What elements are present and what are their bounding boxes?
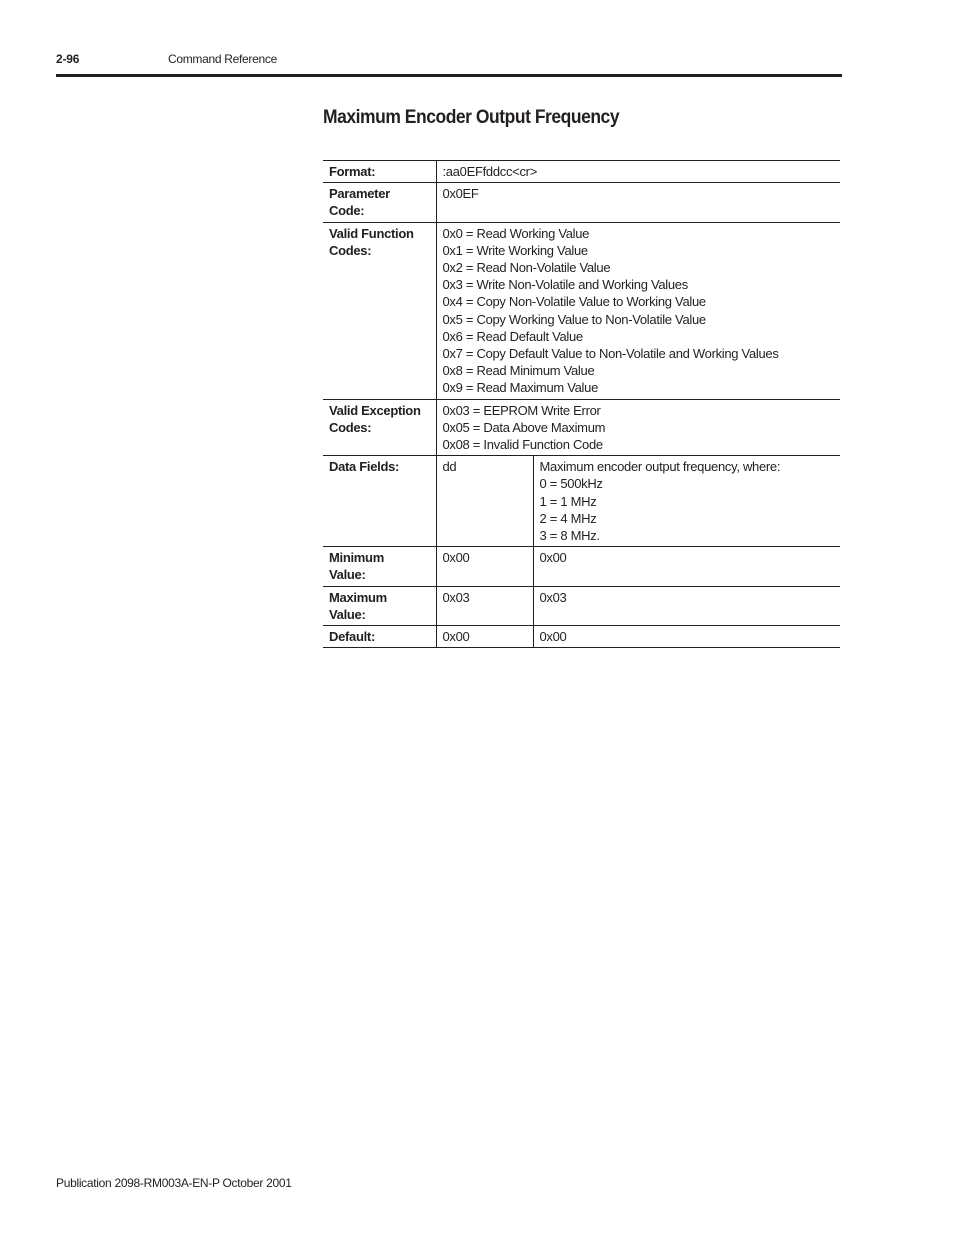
label-line: Minimum bbox=[329, 550, 384, 566]
label-line: Value: bbox=[329, 606, 366, 622]
table-row-minimum-value bbox=[323, 547, 840, 586]
exception-code-item: 0x03 = EEPROM Write Error bbox=[442, 402, 601, 418]
valid-function-codes-label bbox=[323, 222, 436, 399]
description-line: 0 = 500kHz bbox=[539, 476, 603, 492]
function-code-item: 0x8 = Read Minimum Value bbox=[442, 363, 595, 379]
parameter-code-label bbox=[323, 183, 436, 222]
maximum-value: 0x03 bbox=[436, 586, 533, 625]
label-line: Parameter bbox=[329, 186, 390, 202]
label-line: Codes: bbox=[329, 242, 372, 258]
function-code-item: 0x5 = Copy Working Value to Non-Volatile Value bbox=[442, 311, 706, 327]
running-header-section: Command Reference bbox=[168, 52, 277, 66]
description-line: 1 = 1 MHz bbox=[539, 493, 597, 509]
function-code-item: 0x0 = Read Working Value bbox=[442, 225, 590, 241]
function-code-item: 0x6 = Read Default Value bbox=[442, 328, 583, 344]
table-row-valid-function-codes bbox=[323, 222, 840, 399]
label-line: Code: bbox=[329, 203, 365, 219]
format-value: :aa0EFfddcc<cr> bbox=[436, 161, 840, 183]
function-code-item: 0x9 = Read Maximum Value bbox=[442, 380, 598, 396]
default-label: Default: bbox=[329, 629, 375, 645]
description-line: 3 = 8 MHz. bbox=[539, 528, 600, 544]
table-row-parameter-code bbox=[323, 183, 840, 222]
parameter-spec-table bbox=[323, 160, 840, 648]
label-line: Valid Exception bbox=[329, 402, 421, 418]
minimum-value: 0x00 bbox=[436, 547, 533, 586]
function-code-item: 0x3 = Write Non-Volatile and Working Values bbox=[442, 277, 688, 293]
label-line: Valid Function bbox=[329, 225, 414, 241]
label-line: Codes: bbox=[329, 419, 372, 435]
function-code-item: 0x2 = Read Non-Volatile Value bbox=[442, 260, 611, 276]
minimum-value-label bbox=[323, 547, 436, 586]
table-row-maximum-value bbox=[323, 586, 840, 625]
parameter-code-value: 0x0EF bbox=[436, 183, 840, 222]
header-rule bbox=[56, 74, 842, 77]
default-value-description: 0x00 bbox=[533, 626, 840, 648]
data-field-name: dd bbox=[436, 456, 533, 547]
table-row-valid-exception-codes bbox=[323, 399, 840, 456]
valid-exception-codes-list bbox=[436, 399, 840, 456]
valid-exception-codes-label bbox=[323, 399, 436, 456]
table-row-data-fields bbox=[323, 456, 840, 547]
page-number: 2-96 bbox=[56, 52, 80, 66]
data-field-description bbox=[533, 456, 840, 547]
description-line: 2 = 4 MHz bbox=[539, 510, 597, 526]
description-line: Maximum encoder output frequency, where: bbox=[539, 459, 781, 475]
exception-code-item: 0x08 = Invalid Function Code bbox=[442, 437, 603, 453]
maximum-value-description: 0x03 bbox=[533, 586, 840, 625]
function-code-item: 0x7 = Copy Default Value to Non-Volatile and Working Values bbox=[442, 346, 779, 362]
table-row-default bbox=[323, 626, 840, 648]
function-code-item: 0x1 = Write Working Value bbox=[442, 242, 588, 258]
publication-footer: Publication 2098-RM003A-EN-P October 2001 bbox=[56, 1176, 292, 1190]
label-line: Maximum bbox=[329, 589, 387, 605]
maximum-value-label bbox=[323, 586, 436, 625]
format-label: Format: bbox=[329, 164, 376, 179]
exception-code-item: 0x05 = Data Above Maximum bbox=[442, 419, 606, 435]
label-line: Value: bbox=[329, 567, 366, 583]
minimum-value-description: 0x00 bbox=[533, 547, 840, 586]
table-row-format bbox=[323, 161, 840, 183]
data-fields-label: Data Fields: bbox=[329, 459, 400, 475]
default-value: 0x00 bbox=[436, 626, 533, 648]
valid-function-codes-list bbox=[436, 222, 840, 399]
function-code-item: 0x4 = Copy Non-Volatile Value to Working Value bbox=[442, 294, 706, 310]
page-title: Maximum Encoder Output Frequency bbox=[323, 107, 620, 128]
